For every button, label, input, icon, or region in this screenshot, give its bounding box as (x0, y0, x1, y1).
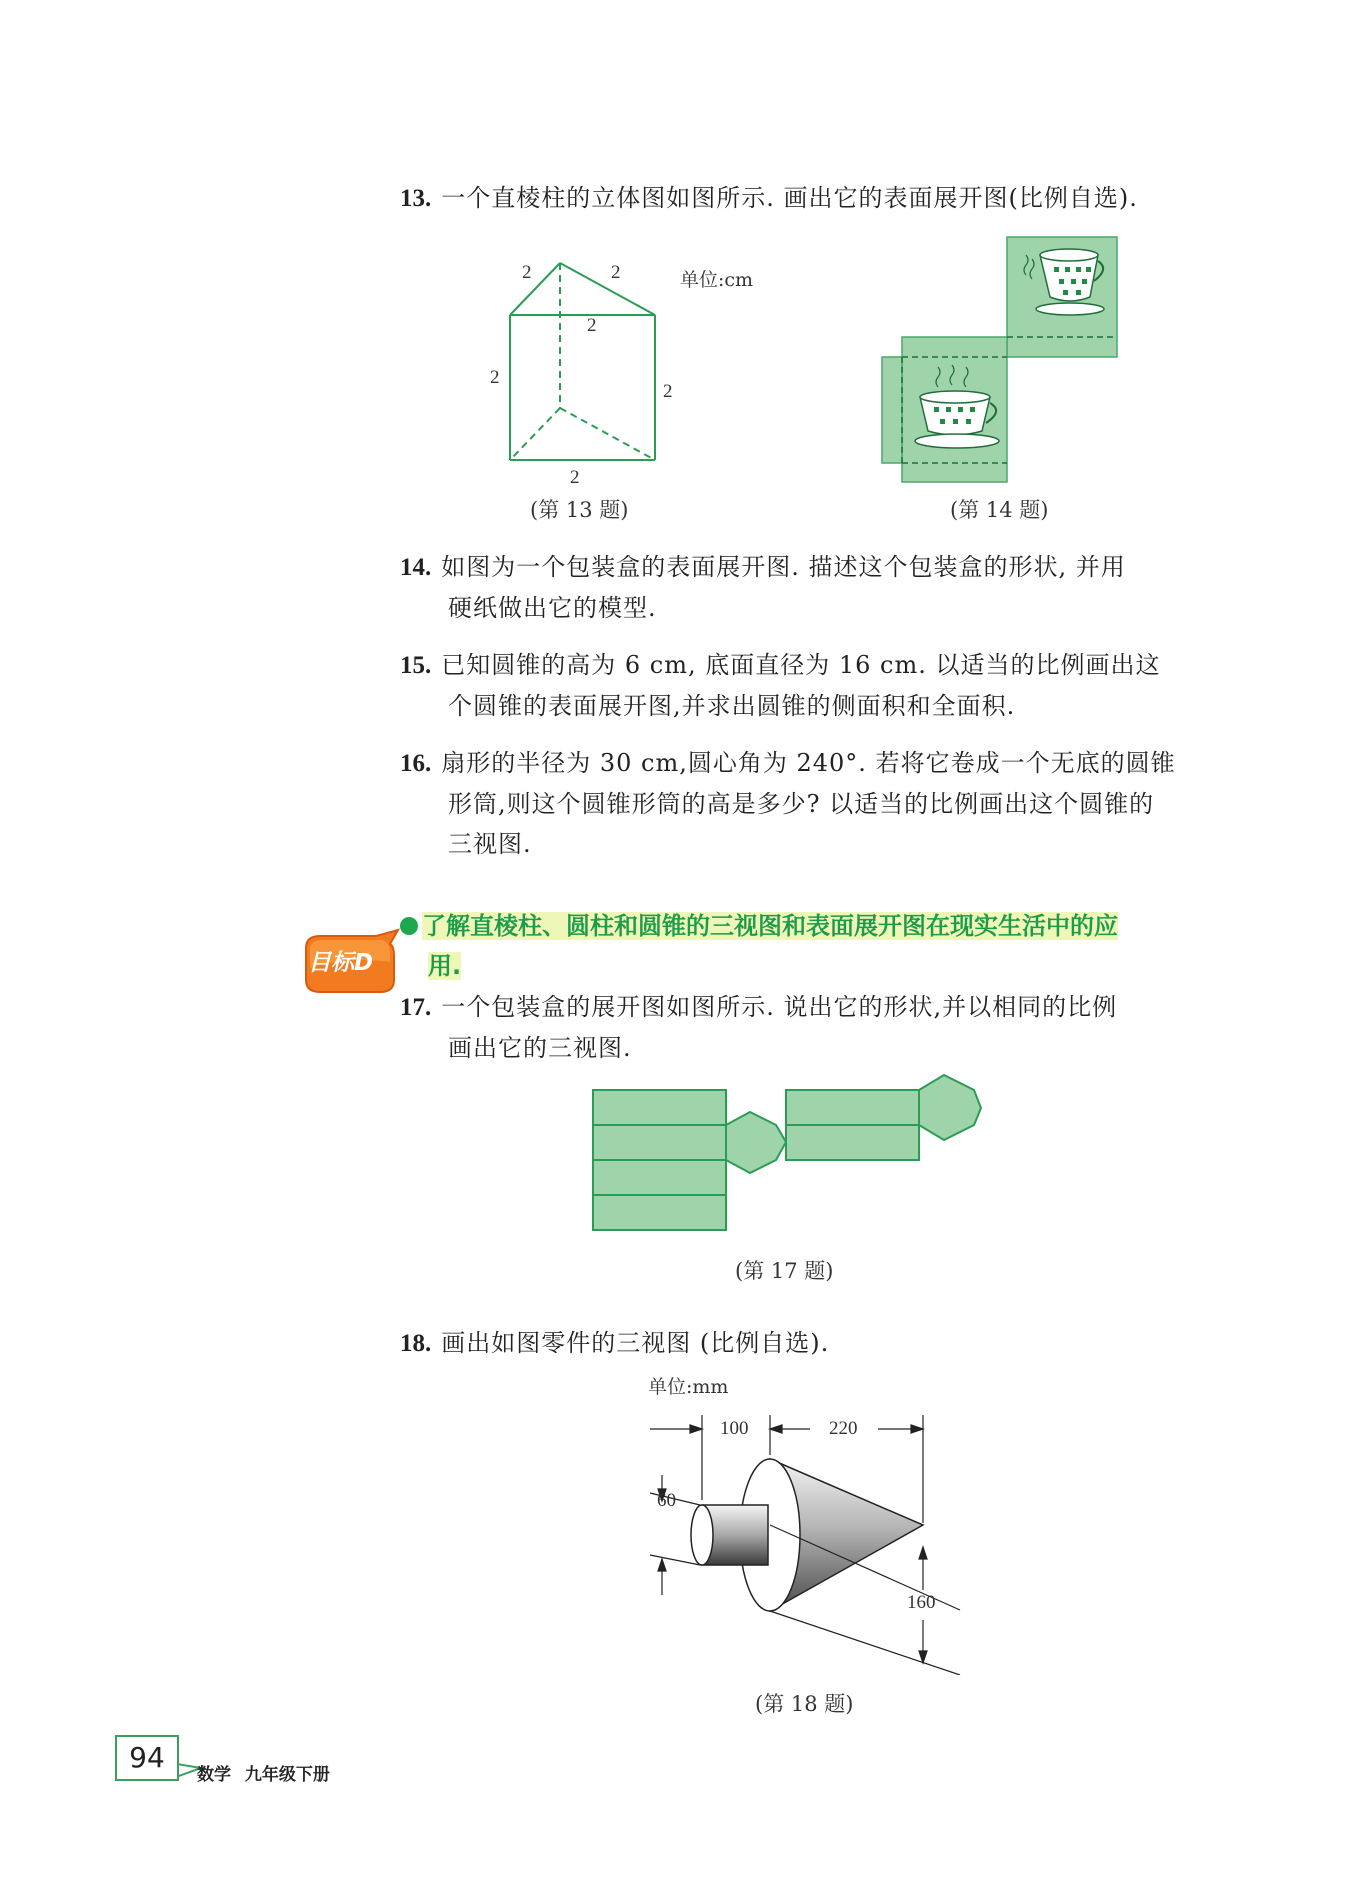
dim-label: 2 (663, 381, 673, 402)
prism-edge (510, 263, 560, 315)
cylinder-end (691, 1505, 713, 1565)
unit-label: 单位:cm (680, 269, 754, 291)
figure-14-box-net (880, 235, 1120, 485)
net-face (786, 1125, 919, 1160)
question-16 (400, 743, 1190, 864)
dim-label: 160 (907, 1592, 936, 1613)
question-text: 画出它的三视图. (448, 1034, 632, 1062)
question-text: 一个包装盒的展开图如图所示. 说出它的形状,并以相同的比例 (441, 993, 1118, 1021)
question-text: 一个直棱柱的立体图如图所示. 画出它的表面展开图(比例自选). (441, 184, 1138, 212)
dim-label: 220 (829, 1418, 858, 1439)
net-face (593, 1195, 726, 1230)
learning-goal (400, 906, 1190, 986)
question-number: 13. (400, 185, 432, 212)
arrow-icon (770, 1425, 782, 1433)
goal-text: 用. (428, 952, 462, 980)
prism-edge (560, 263, 655, 315)
dim-label: 2 (611, 262, 621, 283)
figure-caption: (第 14 题) (950, 498, 1049, 522)
page-number: 94 (115, 1735, 179, 1781)
figure-caption: (第 13 题) (530, 498, 629, 522)
figure-17-hex-prism-net (590, 1070, 990, 1240)
question-number: 16. (400, 750, 432, 777)
net-face (593, 1160, 726, 1195)
question-14 (400, 547, 1190, 628)
question-text: 个圆锥的表面展开图,并求出圆锥的侧面积和全面积. (448, 692, 1016, 720)
figure-18-machine-part (640, 1405, 970, 1675)
question-number: 18. (400, 1330, 432, 1357)
book-title: 数学 九年级下册 (197, 1765, 330, 1785)
question-text: 三视图. (448, 830, 532, 858)
unit-label: 单位:mm (648, 1376, 729, 1398)
question-text: 已知圆锥的高为 6 cm, 底面直径为 16 cm. 以适当的比例画出这 (441, 651, 1161, 679)
question-13 (400, 178, 1190, 219)
figure-caption: (第 17 题) (735, 1259, 834, 1283)
question-number: 15. (400, 652, 432, 679)
net-face (593, 1090, 726, 1125)
prism-hidden-edge (510, 408, 560, 460)
arrow-icon (658, 1559, 666, 1571)
question-number: 14. (400, 554, 432, 581)
bullet-icon (400, 917, 418, 935)
question-text: 画出如图零件的三视图 (比例自选). (441, 1329, 830, 1357)
dim-label: 100 (720, 1418, 749, 1439)
dim-label: 2 (522, 262, 532, 283)
net-hexagon (726, 1112, 786, 1173)
dim-label: 60 (657, 1490, 676, 1511)
question-text: 形筒,则这个圆锥形筒的高是多少? 以适当的比例画出这个圆锥的 (448, 790, 1155, 818)
arrow-icon (919, 1547, 927, 1559)
figure-caption: (第 18 题) (755, 1692, 854, 1716)
arrow-icon (911, 1425, 923, 1433)
question-text: 硬纸做出它的模型. (448, 594, 657, 622)
net-face (882, 357, 902, 463)
figure-13-prism (490, 255, 680, 470)
goal-text: 了解直棱柱、圆柱和圆锥的三视图和表面展开图在现实生活中的应 (422, 912, 1118, 940)
net-face (593, 1125, 726, 1160)
dim-label: 2 (587, 315, 597, 336)
extension-line (650, 1555, 700, 1565)
goal-badge-label: 目标D (308, 950, 374, 976)
net-hexagon (919, 1075, 981, 1140)
question-text: 扇形的半径为 30 cm,圆心角为 240°. 若将它卷成一个无底的圆锥 (441, 749, 1176, 777)
question-17 (400, 987, 1190, 1068)
prism-hidden-edge (560, 408, 655, 460)
extension-line (770, 1611, 960, 1675)
dim-label: 2 (570, 467, 580, 488)
dim-label: 2 (490, 367, 500, 388)
arrow-icon (690, 1425, 702, 1433)
question-15 (400, 645, 1190, 726)
question-text: 如图为一个包装盒的表面展开图. 描述这个包装盒的形状, 并用 (441, 553, 1126, 581)
question-18 (400, 1323, 1190, 1364)
question-number: 17. (400, 994, 432, 1021)
net-face (786, 1090, 919, 1125)
